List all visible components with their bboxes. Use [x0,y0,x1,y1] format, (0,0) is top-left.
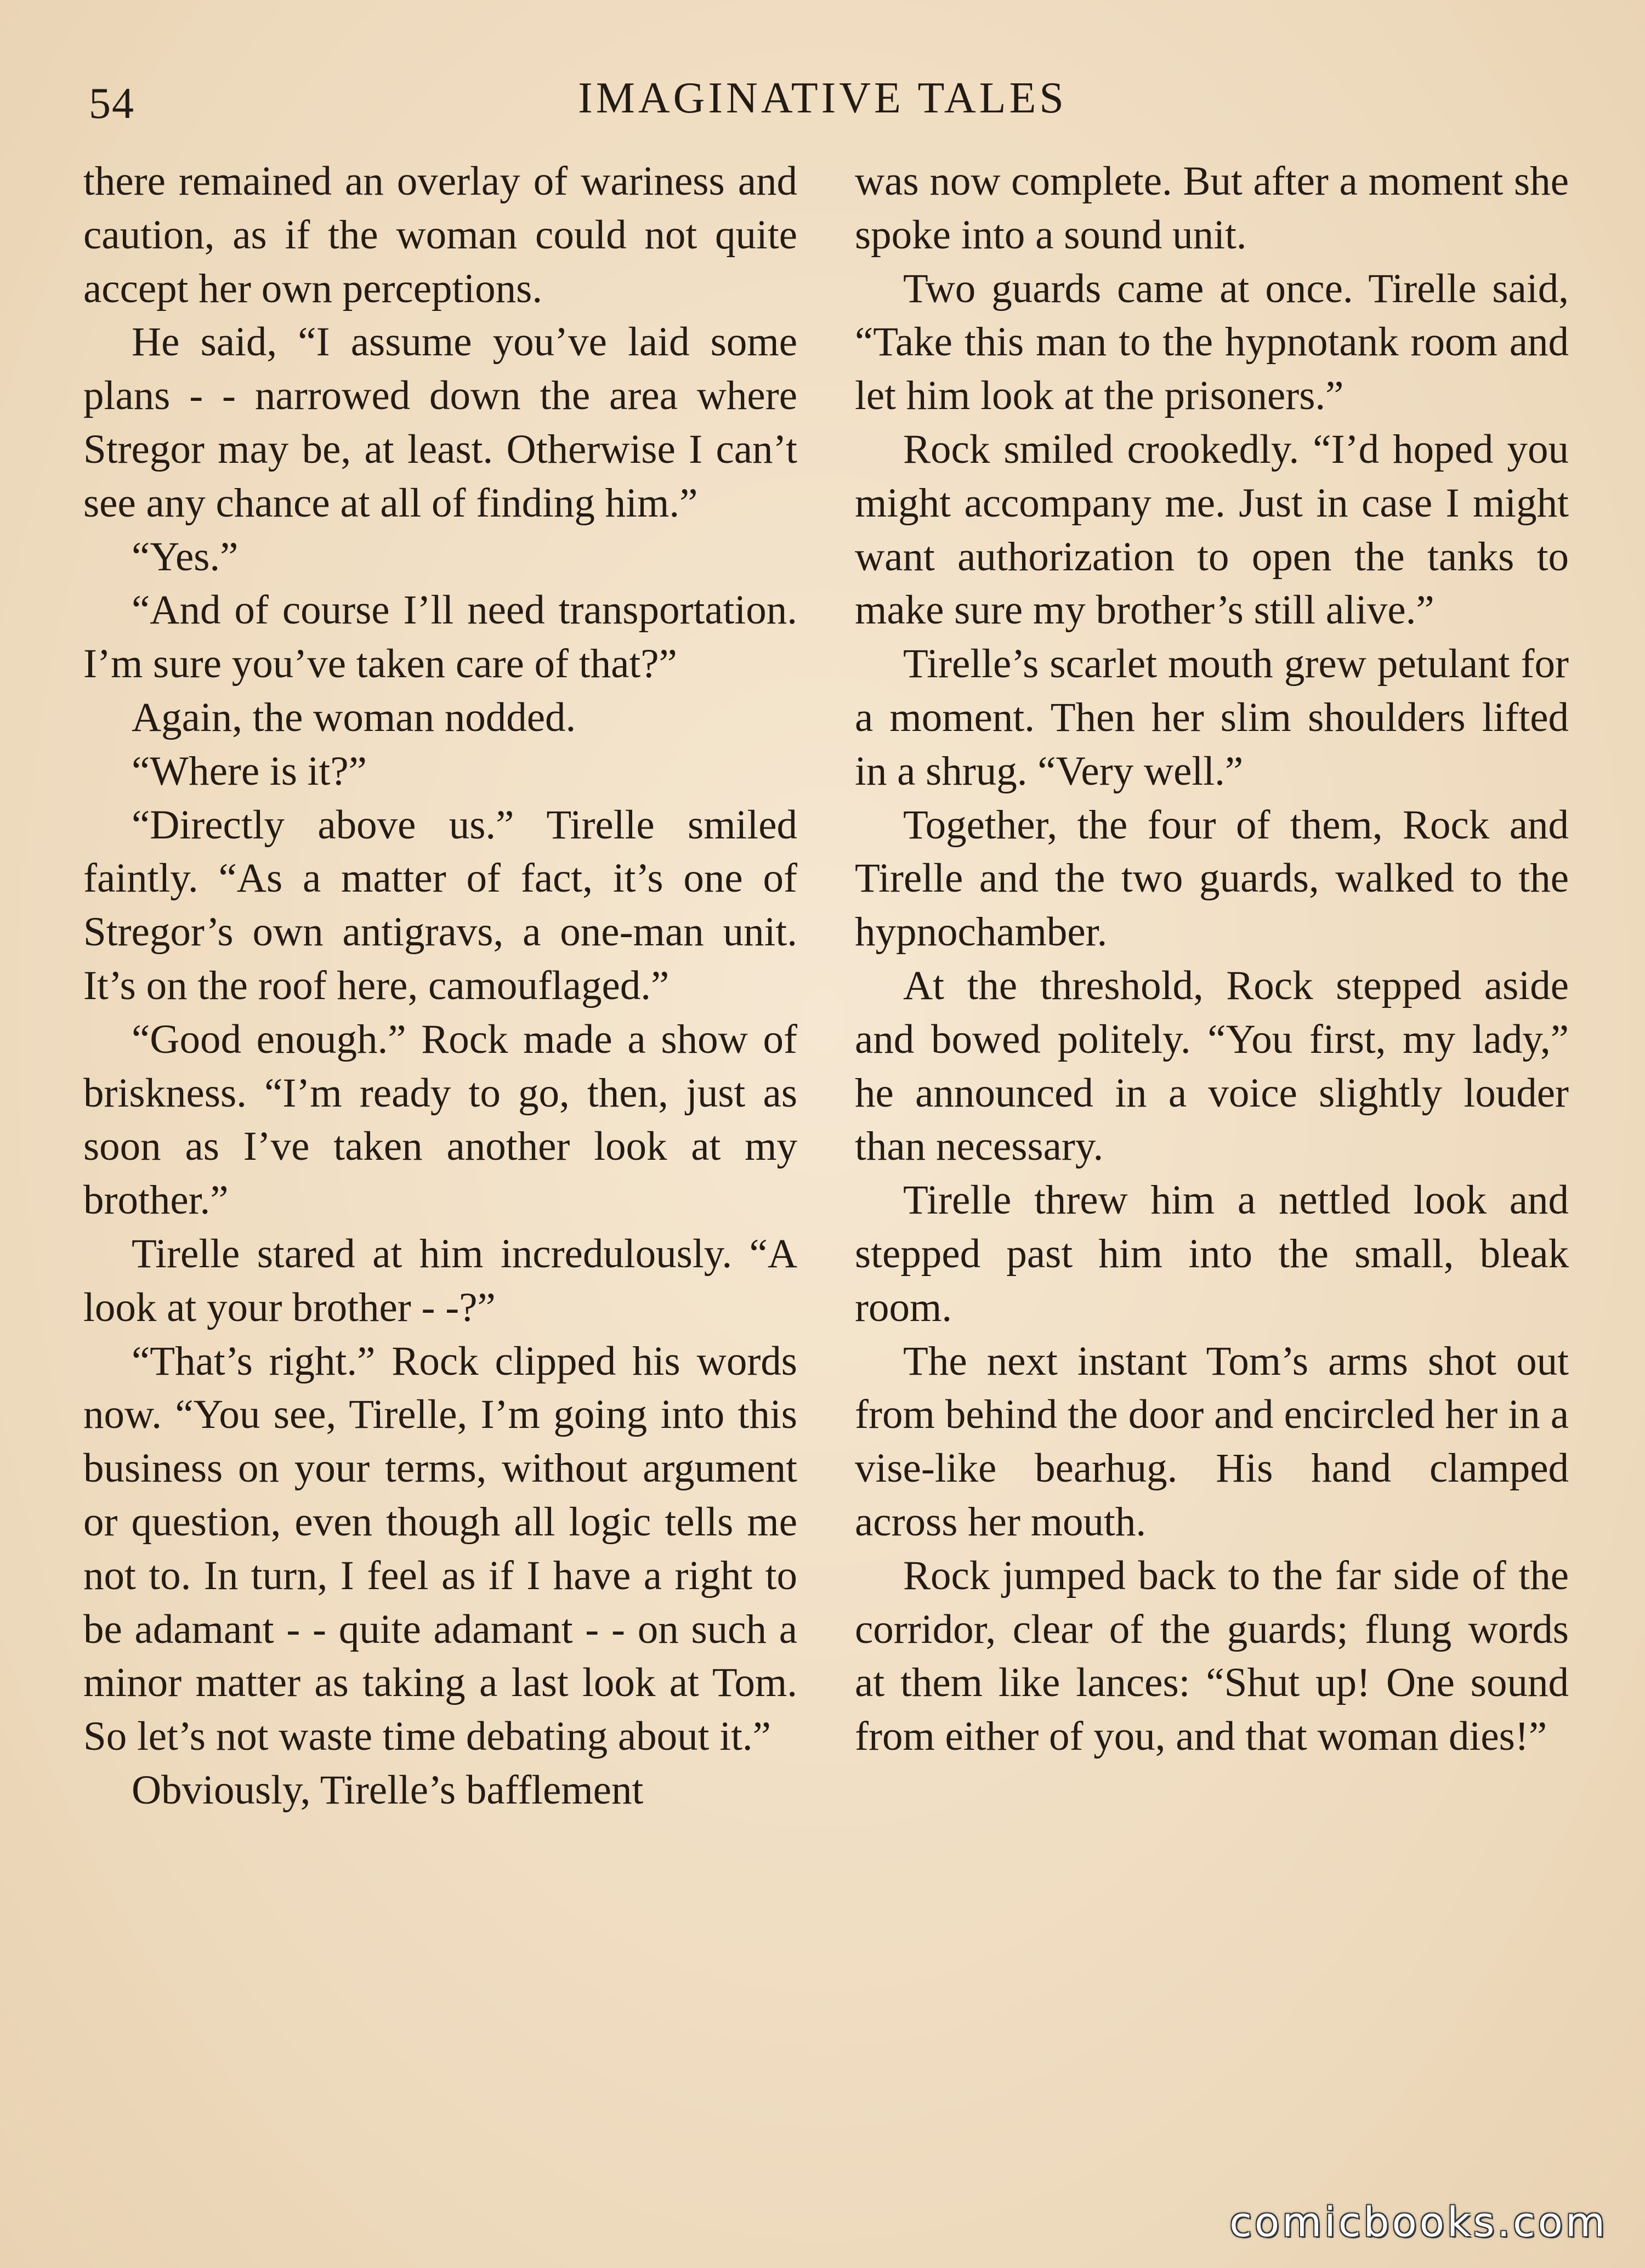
paragraph: Tirelle’s scarlet mouth grew petulant for a moment. Then her slim shoulders lifted in a shrug. “Very well.” [855,641,1569,794]
paragraph: Tirelle threw him a nettled look and stepped past him into the small, bleak room. [855,1177,1569,1330]
right-column [855,155,1569,1764]
paragraph: Obviously, Tirelle’s bafflement [132,1767,644,1813]
paragraph: “That’s right.” Rock clipped his words now. “You see, Tirelle, I’m going into this business on your terms, without argument or question, even though all logic tells me not to. In turn, I feel as if I have a right to be adamant - - quite adamant - - on such a minor matter as taking a last look at Tom. So let’s not waste time debating about it.” [83,1338,797,1760]
paragraph: Tirelle stared at him incredulously. “A look at your brother - -?” [83,1231,797,1330]
page-number: 54 [89,80,135,128]
paragraph: “Directly above us.” Tirelle smiled faintly. “As a matter of fact, it’s one of Stregor’s own antigravs, a one-man unit. It’s on the roof here, camouflaged.” [83,802,797,1008]
paragraph: The next instant Tom’s arms shot out from behind the door and encircled her in a vise-like bearhug. His hand clamped across her mouth. [855,1338,1569,1545]
paragraph: Together, the four of them, Rock and Tirelle and the two guards, walked to the hypnochamber. [855,802,1569,955]
running-title: IMAGINATIVE TALES [578,74,1067,122]
paragraph: At the threshold, Rock stepped aside and bowed politely. “You first, my lady,” he announced in a voice slightly louder than necessary. [855,962,1569,1170]
paragraph: “Where is it?” [132,748,367,794]
paragraph: Rock jumped back to the far side of the corridor, clear of the guards; flung words at them like lances: “Shut up! One sound from either of you, and that woman dies!” [855,1552,1569,1760]
paragraph: “Yes.” [132,534,239,580]
watermark: comicbooks.com [1229,2199,1608,2246]
paragraph: Two guards came at once. Tirelle said, “Take this man to the hypnotank room and let him look at the prisoners.” [855,265,1569,419]
page-header [82,66,1563,126]
paragraph: “Good enough.” Rock made a show of briskness. “I’m ready to go, then, just as soon as I’ve taken another look at my brother.” [83,1016,797,1223]
paragraph: “And of course I’ll need transportation. I’m sure you’ve taken care of that?” [83,587,797,687]
paragraph: Again, the woman nodded. [132,694,576,740]
paragraph: was now complete. But after a moment she spoke into a sound unit. [855,158,1569,258]
paragraph: Rock smiled crookedly. “I’d hoped you might accompany me. Just in case I might want authorization to open the tanks to make sure my brother’s still alive.” [855,426,1569,633]
paragraph: there remained an overlay of wariness and caution, as if the woman could not quite accept her own perceptions. [83,158,797,311]
paragraph: He said, “I assume you’ve laid some plans - - narrowed down the area where Stregor may be, at least. Otherwise I can’t see any chance at all of finding him.” [83,319,797,526]
left-column [83,155,797,1817]
